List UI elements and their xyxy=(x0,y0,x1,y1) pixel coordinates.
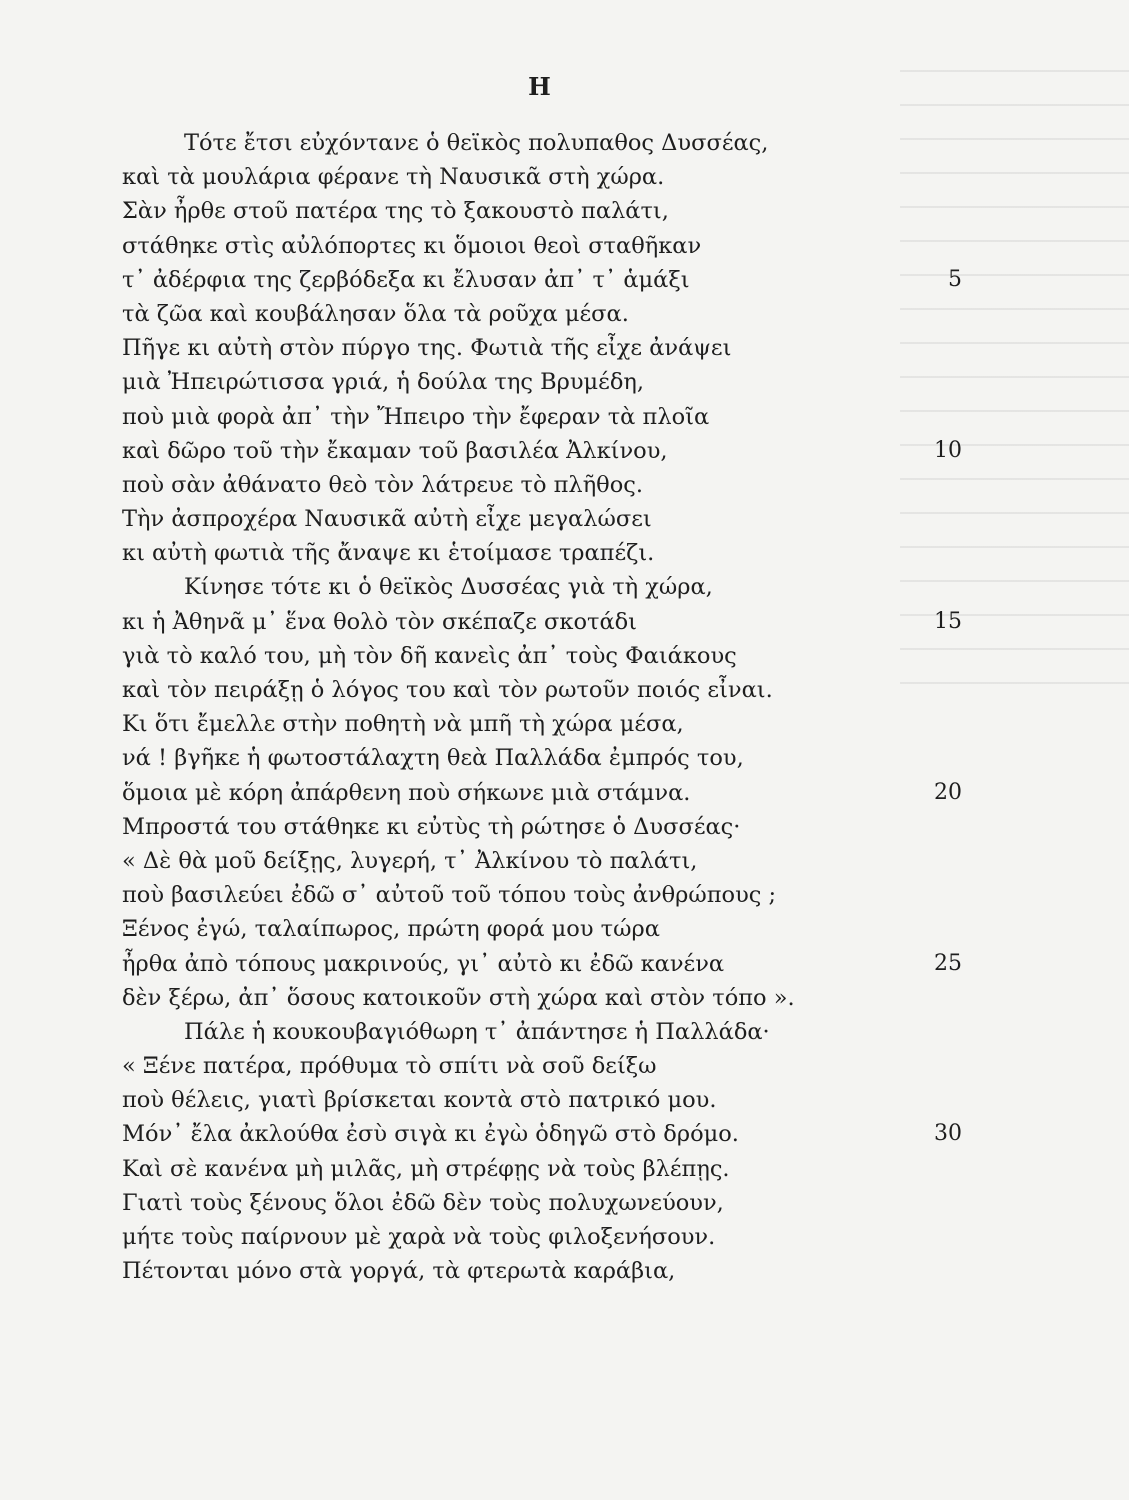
verse-text: μήτε τοὺς παίρνουν μὲ χαρὰ νὰ τοὺς φιλοξενήσουν. xyxy=(122,1224,716,1250)
verse-line xyxy=(122,331,1082,365)
verse-text: Πάλε ἡ κουκουβαγιόθωρη τ᾽ ἀπάντησε ἡ Παλλάδα· xyxy=(184,1018,770,1045)
verse-line xyxy=(122,1220,1082,1254)
verse-text: δὲν ξέρω, ἀπ᾽ ὅσους κατοικοῦν στὴ χώρα καὶ στὸν τόπο ». xyxy=(122,984,795,1011)
verse-line xyxy=(122,434,1082,468)
verse-text: Τὴν ἀσπροχέρα Ναυσικᾶ αὐτὴ εἶχε μεγαλώσει xyxy=(122,506,652,533)
verse-text: « Ξένε πατέρα, πρόθυμα τὸ σπίτι νὰ σοῦ δείξω xyxy=(122,1053,657,1080)
verse-line xyxy=(122,502,1082,536)
verse-text: ποὺ βασιλεύει ἐδῶ σ᾽ αὐτοῦ τοῦ τόπου τοὺς ἀνθρώπους ; xyxy=(122,882,777,909)
verse-text: ἦρθα ἀπὸ τόπους μακρινούς, γι᾽ αὐτὸ κι ἐδῶ κανένα xyxy=(122,950,725,977)
verse-text: Μόν᾽ ἔλα ἀκλούθα ἐσὺ σιγὰ κι ἐγὼ ὁδηγῶ στὸ δρόμο. xyxy=(122,1121,739,1148)
verse-line xyxy=(122,1152,1082,1186)
verse-line xyxy=(122,912,1082,946)
verse-line xyxy=(122,810,1082,844)
verse-line xyxy=(122,1186,1082,1220)
verse-line xyxy=(122,263,1082,297)
verse-text: στάθηκε στὶς αὐλόπορτες κι ὅμοιοι θεοὶ σταθῆκαν xyxy=(122,232,702,259)
verse-text: μιὰ Ἠπειρώτισσα γριά, ἡ δούλα της Βρυμέδη, xyxy=(122,369,645,396)
verse-line xyxy=(122,605,1082,639)
verse-line xyxy=(122,1254,1082,1288)
verse-line xyxy=(122,1117,1082,1151)
verse-line xyxy=(122,229,1082,263)
verse-line xyxy=(122,194,1082,228)
verse-text: Πῆγε κι αὐτὴ στὸν πύργο της. Φωτιὰ τῆς εἶχε ἀνάψει xyxy=(122,335,732,362)
verse-text: ὅμοια μὲ κόρη ἀπάρθενη ποὺ σήκωνε μιὰ στάμνα. xyxy=(122,779,691,806)
verse-line xyxy=(122,673,1082,707)
verse-line xyxy=(122,1049,1082,1083)
verse-text: γιὰ τὸ καλό του, μὴ τὸν δῆ κανεὶς ἀπ᾽ τοὺς Φαιάκους xyxy=(122,642,737,669)
verse-line xyxy=(122,126,1082,160)
poem-text xyxy=(122,126,1082,1288)
verse-line xyxy=(122,1083,1082,1117)
line-number: 15 xyxy=(934,608,962,634)
verse-line xyxy=(122,365,1082,399)
verse-line xyxy=(122,570,1082,604)
verse-text: κι αὐτὴ φωτιὰ τῆς ἄναψε κι ἑτοίμασε τραπέζι. xyxy=(122,540,655,567)
verse-text: καὶ δῶρο τοῦ τὴν ἔκαμαν τοῦ βασιλέα Ἀλκίνου, xyxy=(122,437,668,464)
verse-text: Σὰν ἦρθε στοῦ πατέρα της τὸ ξακουστὸ παλάτι, xyxy=(122,198,669,225)
verse-text: κι ἡ Ἀθηνᾶ μ᾽ ἕνα θολὸ τὸν σκέπαζε σκοτάδι xyxy=(122,608,638,635)
verse-line xyxy=(122,878,1082,912)
verse-text: Πέτονται μόνο στὰ γοργά, τὰ φτερωτὰ καράβια, xyxy=(122,1258,676,1285)
verse-text: Μπροστά του στάθηκε κι εὐτὺς τὴ ρώτησε ὁ Δυσσέας· xyxy=(122,813,741,840)
verse-line xyxy=(122,639,1082,673)
verse-text: τὰ ζῶα καὶ κουβάλησαν ὅλα τὰ ροῦχα μέσα. xyxy=(122,300,629,327)
verse-text: Γιατὶ τοὺς ξένους ὅλοι ἐδῶ δὲν τοὺς πολυχωνεύουν, xyxy=(122,1189,724,1216)
line-number: 10 xyxy=(934,437,962,463)
verse-line xyxy=(122,160,1082,194)
verse-text: καὶ τὰ μουλάρια φέρανε τὴ Ναυσικᾶ στὴ χώρα. xyxy=(122,164,665,191)
verse-text: τ᾽ ἀδέρφια της ζερβόδεξα κι ἔλυσαν ἀπ᾽ τ᾽ ἁμάξι xyxy=(122,266,690,293)
verse-text: ποὺ μιὰ φορὰ ἀπ᾽ τὴν Ἤπειρο τὴν ἔφεραν τὰ πλοῖα xyxy=(122,403,710,430)
verse-text: Καὶ σὲ κανένα μὴ μιλᾶς, μὴ στρέφῃς νὰ τοὺς βλέπῃς. xyxy=(122,1155,730,1182)
verse-line xyxy=(122,468,1082,502)
verse-text: ποὺ σὰν ἀθάνατο θεὸ τὸν λάτρευε τὸ πλῆθος. xyxy=(122,471,644,498)
verse-text: Κίνησε τότε κι ὁ θεϊκὸς Δυσσέας γιὰ τὴ χώρα, xyxy=(184,574,713,601)
line-number: 25 xyxy=(934,950,962,976)
verse-line xyxy=(122,1015,1082,1049)
line-number: 20 xyxy=(934,779,962,805)
verse-line xyxy=(122,776,1082,810)
verse-text: νά ! βγῆκε ἡ φωτοστάλαχτη θεὰ Παλλάδα ἐμπρός του, xyxy=(122,745,744,772)
verse-text: Τότε ἔτσι εὐχόντανε ὁ θεϊκὸς πολυπαθος Δυσσέας, xyxy=(184,130,769,156)
verse-line xyxy=(122,947,1082,981)
verse-text: Κι ὅτι ἔμελλε στὴν ποθητὴ νὰ μπῆ τὴ χώρα μέσα, xyxy=(122,711,684,738)
line-number: 30 xyxy=(934,1121,962,1147)
verse-line xyxy=(122,981,1082,1015)
verse-text: καὶ τὸν πειράξῃ ὁ λόγος του καὶ τὸν ρωτοῦν ποιός εἶναι. xyxy=(122,677,773,703)
verse-line xyxy=(122,844,1082,878)
verse-line xyxy=(122,536,1082,570)
chapter-heading: Η xyxy=(528,72,552,101)
verse-line xyxy=(122,741,1082,775)
verse-line xyxy=(122,400,1082,434)
verse-text: « Δὲ θὰ μοῦ δείξῃς, λυγερή, τ᾽ Ἀλκίνου τὸ παλάτι, xyxy=(122,847,698,874)
verse-line xyxy=(122,297,1082,331)
verse-text: Ξένος ἐγώ, ταλαίπωρος, πρώτη φορά μου τώρα xyxy=(122,916,660,943)
line-number: 5 xyxy=(948,266,962,292)
verse-text: ποὺ θέλεις, γιατὶ βρίσκεται κοντὰ στὸ πατρικό μου. xyxy=(122,1087,717,1114)
verse-line xyxy=(122,707,1082,741)
